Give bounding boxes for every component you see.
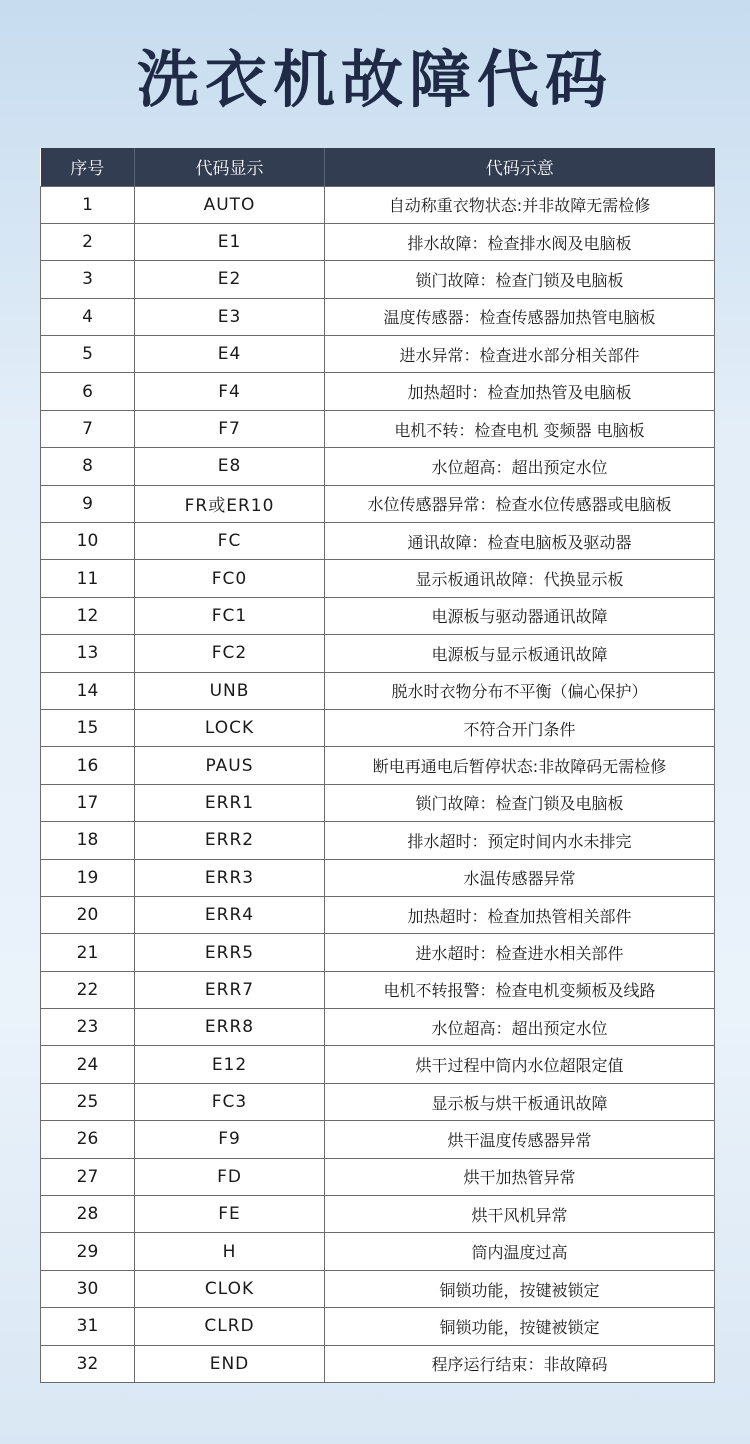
- description-cell: 加热超时：检查加热管及电脑板: [325, 373, 715, 410]
- description-cell: 烘干加热管异常: [325, 1158, 715, 1195]
- description-cell: 电机不转报警：检查电机变频板及线路: [325, 971, 715, 1008]
- fault-code-cell: ERR2: [135, 822, 325, 859]
- fault-code-cell: AUTO: [135, 186, 325, 223]
- row-number-cell: 16: [41, 747, 135, 784]
- table-row: [41, 373, 715, 410]
- row-number-cell: 30: [41, 1270, 135, 1307]
- table-header-row: [41, 148, 715, 186]
- fault-code-cell: E12: [135, 1046, 325, 1083]
- page-title: 洗衣机故障代码: [136, 43, 613, 116]
- table-row: [41, 597, 715, 634]
- description-cell: 电源板与驱动器通讯故障: [325, 597, 715, 634]
- row-number-cell: 18: [41, 822, 135, 859]
- description-cell: 电源板与显示板通讯故障: [325, 635, 715, 672]
- table-row: [41, 261, 715, 298]
- row-number-cell: 5: [41, 336, 135, 373]
- row-number-cell: 19: [41, 859, 135, 896]
- table-row: [41, 410, 715, 447]
- table-row: [41, 822, 715, 859]
- row-number-cell: 25: [41, 1083, 135, 1120]
- fault-code-cell: FR或ER10: [135, 485, 325, 522]
- row-number-cell: 14: [41, 672, 135, 709]
- row-number-cell: 17: [41, 784, 135, 821]
- table-row: [41, 298, 715, 335]
- row-number-cell: 15: [41, 709, 135, 746]
- fault-code-cell: CLOK: [135, 1270, 325, 1307]
- table-row: [41, 971, 715, 1008]
- row-number-cell: 29: [41, 1233, 135, 1270]
- table-row: [41, 336, 715, 373]
- fault-code-cell: ERR8: [135, 1009, 325, 1046]
- row-number-cell: 24: [41, 1046, 135, 1083]
- row-number-cell: 21: [41, 934, 135, 971]
- row-number-cell: 9: [41, 485, 135, 522]
- fault-code-cell: E8: [135, 448, 325, 485]
- row-number-cell: 23: [41, 1009, 135, 1046]
- row-number-cell: 2: [41, 223, 135, 260]
- fault-code-cell: UNB: [135, 672, 325, 709]
- description-cell: 铜锁功能，按键被锁定: [325, 1308, 715, 1345]
- description-cell: 温度传感器：检查传感器加热管电脑板: [325, 298, 715, 335]
- table-row: [41, 186, 715, 223]
- row-number-cell: 1: [41, 186, 135, 223]
- description-cell: 筒内温度过高: [325, 1233, 715, 1270]
- table-row: [41, 560, 715, 597]
- fault-code-cell: E4: [135, 336, 325, 373]
- description-cell: 进水超时：检查进水相关部件: [325, 934, 715, 971]
- row-number-cell: 32: [41, 1345, 135, 1382]
- description-cell: 铜锁功能，按键被锁定: [325, 1270, 715, 1307]
- row-number-cell: 31: [41, 1308, 135, 1345]
- description-cell: 烘干温度传感器异常: [325, 1121, 715, 1158]
- row-number-cell: 13: [41, 635, 135, 672]
- table-row: [41, 859, 715, 896]
- table-row: [41, 1270, 715, 1307]
- table-row: [41, 448, 715, 485]
- fault-code-cell: E2: [135, 261, 325, 298]
- fault-code-cell: PAUS: [135, 747, 325, 784]
- description-cell: 脱水时衣物分布不平衡（偏心保护）: [325, 672, 715, 709]
- fault-code-cell: ERR7: [135, 971, 325, 1008]
- row-number-cell: 3: [41, 261, 135, 298]
- table-row: [41, 1009, 715, 1046]
- fault-code-cell: FC2: [135, 635, 325, 672]
- table-row: [41, 1158, 715, 1195]
- row-number-cell: 26: [41, 1121, 135, 1158]
- fault-code-cell: FC0: [135, 560, 325, 597]
- row-number-cell: 11: [41, 560, 135, 597]
- header-no: 序号: [41, 148, 135, 186]
- description-cell: 水位传感器异常：检查水位传感器或电脑板: [325, 485, 715, 522]
- table-row: [41, 709, 715, 746]
- row-number-cell: 4: [41, 298, 135, 335]
- table-row: [41, 1196, 715, 1233]
- description-cell: 锁门故障：检查门锁及电脑板: [325, 784, 715, 821]
- description-cell: 不符合开门条件: [325, 709, 715, 746]
- fault-code-cell: ERR5: [135, 934, 325, 971]
- fault-code-cell: FD: [135, 1158, 325, 1195]
- fault-code-cell: ERR4: [135, 896, 325, 933]
- description-cell: 通讯故障：检查电脑板及驱动器: [325, 523, 715, 560]
- fault-code-cell: FC3: [135, 1083, 325, 1120]
- table-row: [41, 672, 715, 709]
- row-number-cell: 12: [41, 597, 135, 634]
- fault-code-cell: ERR3: [135, 859, 325, 896]
- fault-code-cell: F7: [135, 410, 325, 447]
- table-row: [41, 896, 715, 933]
- fault-code-cell: ERR1: [135, 784, 325, 821]
- table-row: [41, 1308, 715, 1345]
- description-cell: 自动称重衣物状态:并非故障无需检修: [325, 186, 715, 223]
- description-cell: 程序运行结束：非故障码: [325, 1345, 715, 1382]
- description-cell: 电机不转：检查电机 变频器 电脑板: [325, 410, 715, 447]
- fault-code-cell: F9: [135, 1121, 325, 1158]
- table-row: [41, 1233, 715, 1270]
- description-cell: 水温传感器异常: [325, 859, 715, 896]
- header-code: 代码显示: [135, 148, 325, 186]
- description-cell: 显示板通讯故障：代换显示板: [325, 560, 715, 597]
- table-row: [41, 1083, 715, 1120]
- row-number-cell: 20: [41, 896, 135, 933]
- table-row: [41, 1046, 715, 1083]
- fault-code-cell: H: [135, 1233, 325, 1270]
- fault-code-cell: FC1: [135, 597, 325, 634]
- fault-code-cell: FE: [135, 1196, 325, 1233]
- description-cell: 进水异常：检查进水部分相关部件: [325, 336, 715, 373]
- table-row: [41, 784, 715, 821]
- fault-code-cell: F4: [135, 373, 325, 410]
- fault-code-table: [40, 148, 715, 1383]
- row-number-cell: 8: [41, 448, 135, 485]
- table-row: [41, 1345, 715, 1382]
- row-number-cell: 10: [41, 523, 135, 560]
- description-cell: 加热超时：检查加热管相关部件: [325, 896, 715, 933]
- fault-code-cell: END: [135, 1345, 325, 1382]
- description-cell: 排水故障：检查排水阀及电脑板: [325, 223, 715, 260]
- row-number-cell: 22: [41, 971, 135, 1008]
- row-number-cell: 28: [41, 1196, 135, 1233]
- row-number-cell: 6: [41, 373, 135, 410]
- row-number-cell: 27: [41, 1158, 135, 1195]
- table-row: [41, 635, 715, 672]
- table-row: [41, 747, 715, 784]
- row-number-cell: 7: [41, 410, 135, 447]
- fault-code-cell: LOCK: [135, 709, 325, 746]
- description-cell: 烘干过程中筒内水位超限定值: [325, 1046, 715, 1083]
- description-cell: 锁门故障：检查门锁及电脑板: [325, 261, 715, 298]
- description-cell: 显示板与烘干板通讯故障: [325, 1083, 715, 1120]
- description-cell: 烘干风机异常: [325, 1196, 715, 1233]
- description-cell: 水位超高：超出预定水位: [325, 1009, 715, 1046]
- table-row: [41, 1121, 715, 1158]
- table-row: [41, 485, 715, 522]
- table-row: [41, 223, 715, 260]
- fault-code-cell: FC: [135, 523, 325, 560]
- fault-code-cell: E3: [135, 298, 325, 335]
- description-cell: 断电再通电后暂停状态:非故障码无需检修: [325, 747, 715, 784]
- fault-code-cell: E1: [135, 223, 325, 260]
- header-desc: 代码示意: [325, 148, 715, 186]
- description-cell: 排水超时：预定时间内水未排完: [325, 822, 715, 859]
- fault-code-cell: CLRD: [135, 1308, 325, 1345]
- table-row: [41, 934, 715, 971]
- table-row: [41, 523, 715, 560]
- description-cell: 水位超高：超出预定水位: [325, 448, 715, 485]
